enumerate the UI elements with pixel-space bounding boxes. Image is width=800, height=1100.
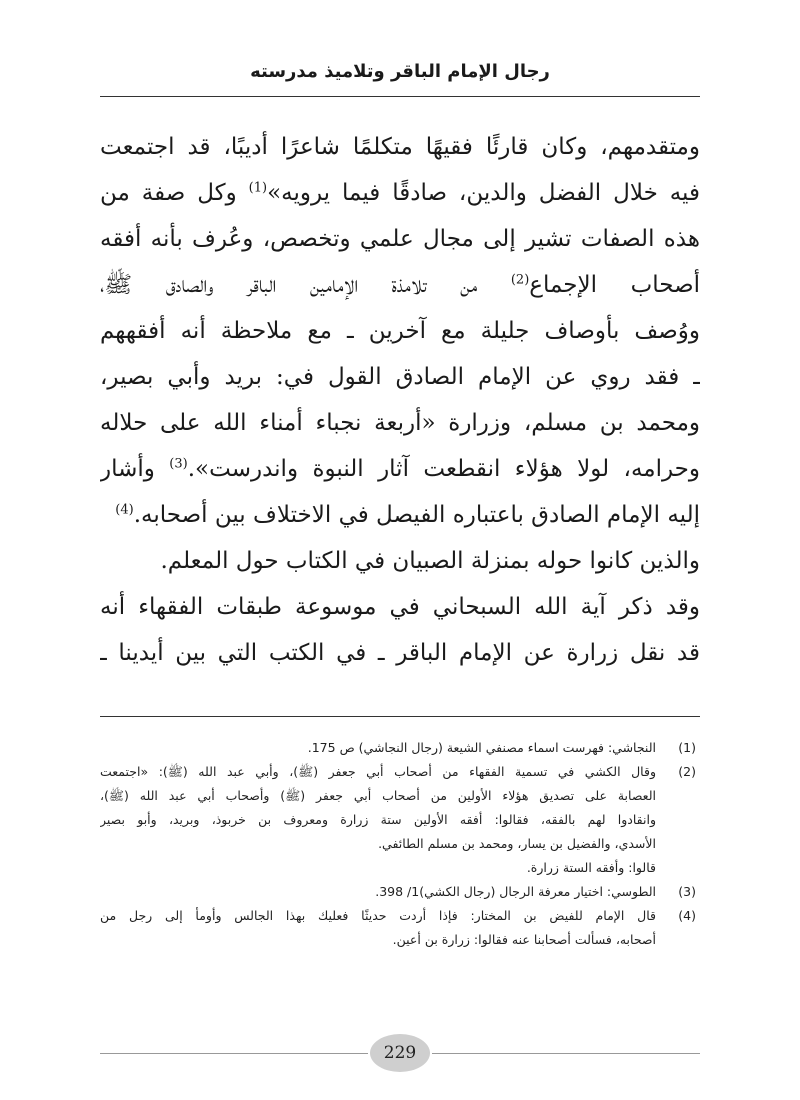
footnote-line: وقال الكشي في تسمية الفقهاء من أصحاب أبي جعفر (ﷺ)، وأبي عبد الله (ﷺ): «اجتمعت (100, 764, 656, 779)
body-line (100, 630, 700, 676)
header-rule (100, 96, 700, 97)
body-line (100, 308, 700, 354)
footnote-line: النجاشي: فهرست اسماء مصنفي الشيعة (رجال النجاشي) ص 175. (307, 740, 656, 755)
body-line (100, 124, 700, 170)
body-line-text: إليه الإمام الصادق باعتباره الفيصل في الاختلاف بين أصحابه. (133, 502, 700, 528)
body-line (100, 170, 700, 216)
footnote-line: قالوا: وأفقه الستة زرارة. (526, 860, 656, 875)
footnote-number: (1) (678, 740, 696, 755)
footer-rule-left (100, 1053, 368, 1054)
body-line (100, 446, 700, 492)
footnote-reference[interactable]: (1) (248, 180, 268, 196)
body-line-text-after: وكل صفة من (100, 180, 249, 206)
body-line-text: وقد ذكر آية الله السبحاني في موسوعة طبقات الفقهاء أنه (100, 594, 700, 620)
body-line (100, 492, 700, 538)
body-line (100, 216, 700, 262)
footer-rule-right (432, 1053, 700, 1054)
footnote (100, 736, 700, 760)
footnote (100, 904, 700, 952)
footnote-line: وانقادوا لهم بالفقه، فقالوا: أفقه الأولين ستة زرارة ومعروف بن خربوذ، وبريد، وأبو بصير (100, 812, 656, 827)
body-line (100, 354, 700, 400)
footnote (100, 880, 700, 904)
body-line-text: ووُصف بأوصاف جليلة مع آخرين ـ مع ملاحظة أنه أفقههم (100, 318, 700, 344)
body-line-text: ـ فقد روي عن الإمام الصادق القول في: بريد وأبي بصير، (100, 364, 700, 390)
body-line (100, 584, 700, 630)
body-line-text: قد نقل زرارة عن الإمام الباقر ـ في الكتب التي بين أيدينا ـ (100, 640, 700, 666)
footnote-line: الأسدي، والفضيل بن يسار، ومحمد بن مسلم الطائفي. (378, 836, 656, 851)
body-line-text: والذين كانوا حوله بمنزلة الصبيان في الكتاب حول المعلم. (160, 548, 700, 574)
main-text (100, 124, 700, 676)
footnote-line: أصحابه، فسألت أصحابنا عنه فقالوا: زرارة بن أعين. (392, 932, 656, 947)
body-line (100, 400, 700, 446)
footnote-reference[interactable]: (3) (169, 456, 188, 472)
body-line-text: ومحمد بن مسلم، وزرارة «أربعة نجباء أمناء الله على حلاله (100, 410, 700, 436)
body-line-text: هذه الصفات تشير إلى مجال علمي وتخصص، وعُرف بأنه أفقه (100, 226, 700, 252)
footnote-line: الطوسي: اختيار معرفة الرجال (رجال الكشي)1/ 398. (375, 884, 656, 899)
body-line-text-after: وأشار (100, 456, 170, 482)
footnotes (100, 736, 700, 952)
footnote-number: (4) (678, 908, 696, 923)
page-number: 229 (370, 1034, 430, 1072)
body-line-text: ومتقدمهم، وكان قارئًا فقيهًا متكلمًا شاعرًا أديبًا، قد اجتمعت (100, 134, 700, 160)
body-line-text: فيه خلال الفضل والدين، صادقًا فيما يرويه» (267, 180, 700, 206)
footnote-line: العصابة على تصديق هؤلاء الأولين من أصحاب أبي جعفر (ﷺ) وأصحاب أبي عبد الله (ﷺ)، (100, 788, 656, 803)
body-line-text: أصحاب الإجماع (529, 272, 700, 298)
footnote-reference[interactable]: (4) (115, 502, 134, 518)
body-line-text-after: من تلامذة الإمامين الباقر والصادق ﷺ، (100, 272, 511, 298)
footnote-number: (3) (678, 884, 696, 899)
footnote-line: قال الإمام للفيض بن المختار: فإذا أردت حديثًا فعليك بهذا الجالس وأومأ إلى رجل من (100, 908, 656, 923)
body-line-text: وحرامه، لولا هؤلاء انقطعت آثار النبوة واندرست». (187, 456, 700, 482)
body-line (100, 262, 700, 308)
body-line (100, 538, 700, 584)
footnote-reference[interactable]: (2) (510, 272, 530, 288)
footnote-number: (2) (678, 764, 696, 779)
footnote-separator (100, 716, 700, 717)
running-header: رجال الإمام الباقر وتلاميذ مدرسته (250, 61, 550, 82)
footnote (100, 760, 700, 880)
